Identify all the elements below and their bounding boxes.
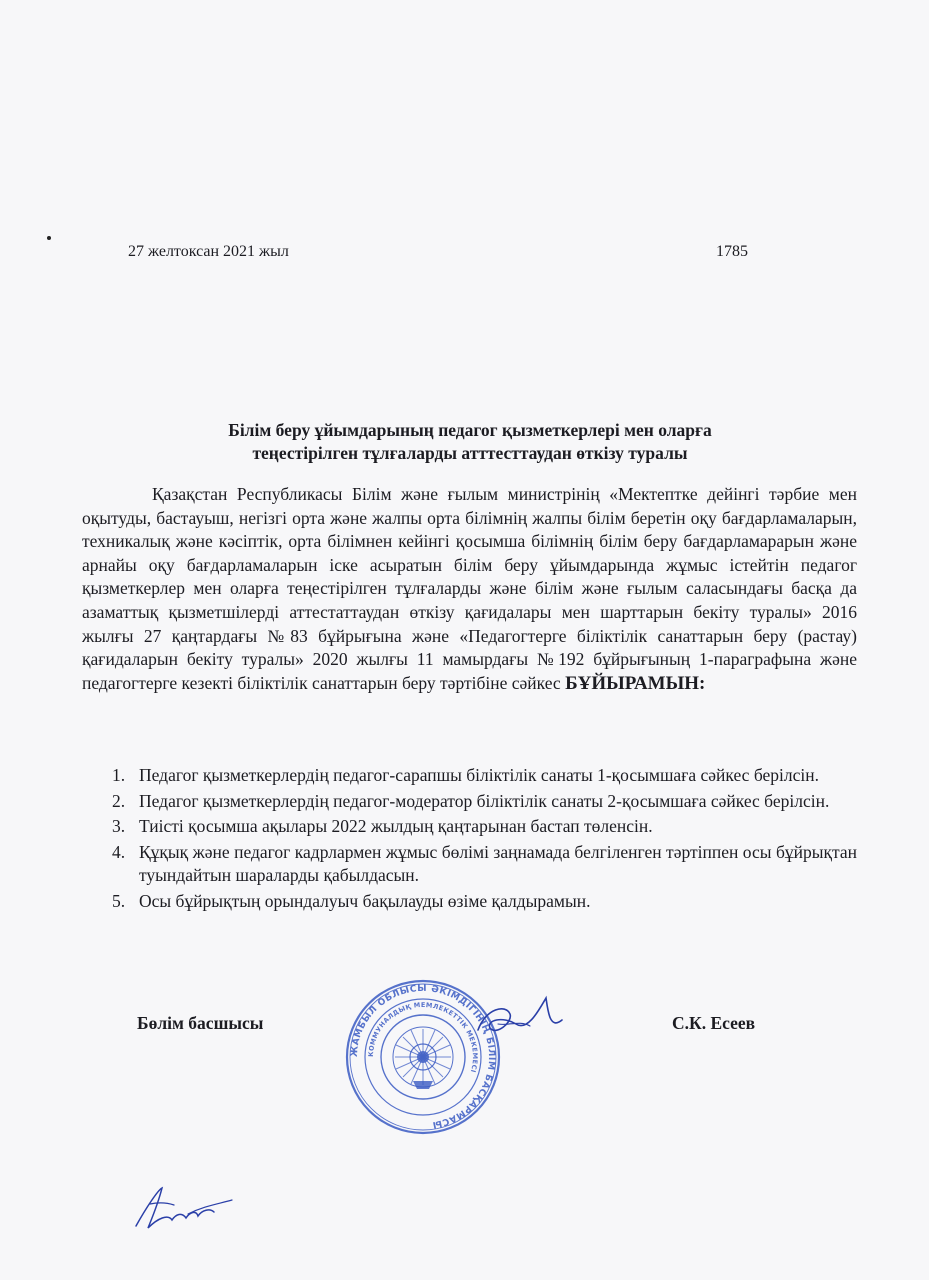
order-item xyxy=(82,890,857,914)
title-line-1: Білім беру ұйымдарының педагог қызметкерлері мен оларға xyxy=(228,420,712,440)
signatory-position: Бөлім басшысы xyxy=(137,1013,264,1033)
order-items-list xyxy=(82,764,857,916)
preamble-paragraph xyxy=(82,483,857,695)
order-number: 1785 xyxy=(716,243,748,260)
order-date: 27 желтоксан 2021 жыл xyxy=(128,243,289,260)
item-text: Тиісті қосымша ақылары 2022 жылдың қаңтарынан бастап төленсін. xyxy=(139,816,653,837)
initials-signature-icon xyxy=(128,1178,238,1240)
item-number: 1. xyxy=(112,765,126,785)
item-number: 5. xyxy=(112,890,126,911)
signatory-name: С.К. Есеев xyxy=(672,1013,756,1033)
item-number: 3. xyxy=(112,816,126,837)
title-line-2: теңестірілген тұлғаларды атттесттаудан өткізу туралы xyxy=(252,443,688,463)
scan-speck xyxy=(47,236,51,240)
stamp-inner-text: КОММУНАЛДЫҚ МЕМЛЕКЕТТІК МЕКЕМЕСІ xyxy=(366,1000,480,1074)
order-item xyxy=(82,790,857,814)
item-text: Осы бұйрықтың орындалуыч бақылауды өзіме қалдырамын. xyxy=(139,890,591,911)
item-text: Педагог қызметкерлердің педагог-модератор біліктілік санаты 2-қосымшаға сәйкес берілсін. xyxy=(139,790,830,811)
handwritten-signature-icon xyxy=(458,990,568,1050)
order-item xyxy=(82,815,857,839)
stamp-outer-text: ЖАМБЫЛ ОБЛЫСЫ ӘКІМДІГІНІҢ БІЛІМ БАСҚАРМАСЫ xyxy=(349,983,497,1130)
order-item xyxy=(82,841,857,888)
item-text: Құқық және педагог кадрлармен жұмыс бөлімі заңнамада белгіленген тәртіппен осы бұйрықтан туындайтын шараларды қабылдасын. xyxy=(139,841,857,886)
order-item xyxy=(82,764,857,788)
item-number: 2. xyxy=(112,790,126,811)
preamble-text: Қазақстан Республикасы Білім және ғылым министрінің «Мектептке дейінгі тәрбие мен оқытуды, бастауыш, негізгі орта және жалпы орта білімнің жалпы білім беретін оқу бағдарламаларын, техникалық және кәсіптік, орта білімнен кейінгі қосымша білімнің білім беру бағдарламарарын және арнайы оқу бағдарламаларын іске асыратын білім беру ұйымдарында жұмыс істейтін педагог қызметкерлер мен оларға теңестірілген тұлғаларды және білім және ғылым саласындағы басқа да азаматтық қызметшілерді аттестаттаудан өткізу қағидалары мен шарттарын бекіту туралы» 2016 жылғы 27 қаңтардағы №83 бұйрығына және «Педагогтерге біліктілік санаттарын беру (растау) қағидаларын бекіту туралы» 2020 жылғы 11 мамырдағы №192 бұйрығының 1-параграфына және педагогтерге кезекті біліктілік санаттарын беру тәртібіне сәйкес xyxy=(82,484,857,693)
item-number: 4. xyxy=(112,841,126,862)
document-title xyxy=(90,419,850,465)
decree-word: БҰЙЫРАМЫН: xyxy=(565,672,706,694)
item-text: Педагог қызметкерлердің педагог-сарапшы біліктілік санаты 1-қосымшаға сәйкес берілсін. xyxy=(139,765,819,785)
order-header xyxy=(128,243,748,267)
